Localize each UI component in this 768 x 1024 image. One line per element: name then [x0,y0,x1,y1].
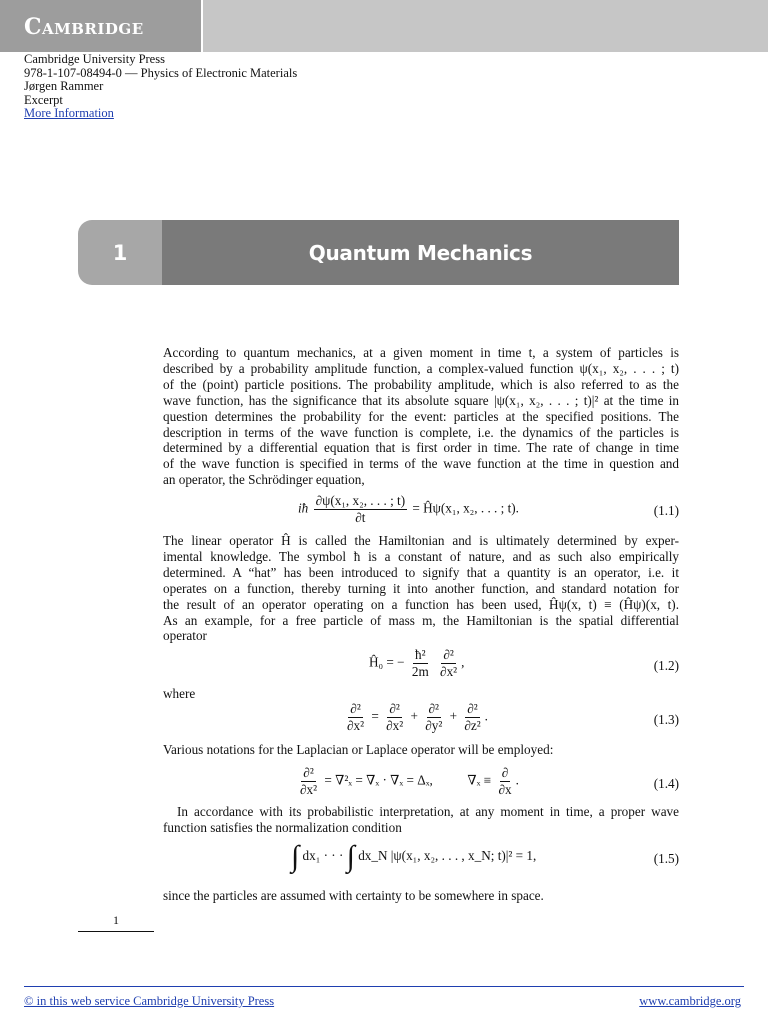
text-line: imental knowledge. The symbol ħ is a constant of nature, and as such also empirically [163,548,679,564]
cambridge-website-link[interactable]: www.cambridge.org [639,994,741,1008]
integral-sign: ∫ [291,840,300,873]
eq-punct: . [515,772,519,788]
paragraph-where [163,686,679,702]
paragraph-laplacian [163,742,679,758]
text-line: wave function, has the significance that its absolute square |ψ(x₁, x₂, . . . ; t)|² at the time in [163,392,679,408]
equation-label: (1.5) [653,851,679,866]
eq-numerator: ∂² [389,701,400,716]
text-line: question determines the probability for the event: particles at the specified positions. The [163,408,679,424]
text-line: The linear operator Ĥ is called the Hamiltonian and is ultimately determined by exper- [163,533,679,548]
logo-text: Cambridge [24,14,144,40]
text-line: According to quantum mechanics, at a given moment in time t, a system of particles is [163,345,679,360]
text-line: the result of an operator operating on a function has been used, Ĥψ(x, t) ≡ (Ĥψ)(x, t). [163,596,679,612]
text-line: function satisfies the normalization condition [163,819,402,835]
eq-fraction [345,702,366,733]
eq-prefix: iħ [298,500,309,516]
eq-nabla: ∇ₓ ≡ [467,772,492,788]
text-line: of the wave function is specified in terms of the wave function at the time in question and [163,456,679,472]
text-line: operator [163,628,207,644]
author-name: Jørgen Rammer [24,79,104,94]
equation-1-3: $\frac{\text{∂²}}{\text{∂x²}}$ = $\frac{\text{∂²}}{\text{∂x²}}$ + $\frac{\text{∂²}}{\text{∂y²}}$ + $\frac{\text{∂²}}{\text{∂z²}}$ . (1.3) [347,701,679,733]
equation-1-5 [163,842,679,876]
text-line: of the (point) particle positions. The probability amplitude, which is also referred to as the [163,376,679,392]
eq-numerator: ħ² [415,647,426,662]
eq-denominator: 2m [411,664,429,679]
text-line: an operator, the Schrödinger equation, [163,472,365,488]
equation-1-4 [163,766,679,802]
eq-denominator: ∂x² [347,718,365,733]
eq-punct: , [461,654,465,670]
eq-fraction [314,494,408,525]
eq-numerator: ∂² [303,765,314,780]
eq-fraction [298,766,319,797]
text-line: description in terms of the wave function is complete, i.e. the dynamics of the particles is [163,424,679,440]
page-number-rule [78,931,154,932]
eq-punct: . [484,708,488,724]
eq-measure: dx₁ · · · [302,848,344,864]
header-bar [0,0,768,52]
text-line: As an example, for a free particle of mass m, the Hamiltonian is the spatial differential [163,612,679,628]
paragraph-closing [163,888,679,904]
equation-1-2 [163,648,679,684]
eq-denominator: ∂x² [440,664,458,679]
text-line: operates on a function, thereby turning it into another function, and standard notation for [163,580,679,596]
text-line: determined. A “hat” has been introduced to signify that a quantity is an operator, i.e. it [163,564,679,580]
text-line: In accordance with its probabilistic interpretation, at any moment in time, a proper wave [177,804,679,819]
eq-denominator: ∂t [355,510,366,525]
eq-fraction [384,702,405,733]
eq-numerator: ∂² [467,701,478,716]
text-line: where [163,686,196,701]
isbn-title: 978-1-107-08494-0 — Physics of Electronic Materials [24,65,298,80]
page-number: 1 [113,913,119,927]
equation-label: (1.4) [653,776,679,791]
eq-numerator: ∂ψ(x₁, x₂, . . . ; t) [315,493,406,508]
eq-denominator: ∂z² [464,718,481,733]
eq-fraction [438,648,459,679]
eq-rhs: = Ĥψ(x₁, x₂, . . . ; t). [412,500,519,516]
eq-numerator: ∂ [501,765,509,780]
paragraph-normalization [163,804,679,836]
integral-sign: ∫ [346,840,355,873]
chapter-title: Quantum Mechanics [162,220,679,285]
text-line: determined by a differential equation that is first order in time. The rate of change in time [163,440,679,456]
eq-numerator: ∂² [443,647,454,662]
equation-label: (1.1) [653,503,679,518]
book-metadata [24,53,297,121]
eq-denominator: ∂x [498,782,512,797]
eq-denominator: ∂x² [300,782,318,797]
eq-rhs: dx_N |ψ(x₁, x₂, . . . , x_N; t)|² = 1, [358,848,537,864]
equation-1-1 [163,494,679,528]
footer-divider [24,986,744,987]
paragraph-intro [163,345,679,488]
text-line: Various notations for the Laplacian or Laplace operator will be employed: [163,742,554,757]
excerpt-label: Excerpt [24,92,63,107]
eq-fraction [410,648,431,679]
equation-label: (1.3) [653,712,679,727]
eq-fraction [462,702,482,733]
eq-fraction [496,766,513,797]
eq-denominator: ∂y² [425,718,443,733]
cambridge-logo[interactable] [0,0,203,52]
eq-numerator: ∂² [428,701,439,716]
more-information-link[interactable]: More Information [24,106,114,121]
text-line: described by a probability amplitude function, a complex-valued function ψ(x₁, x₂, . . . ; t) [163,360,679,376]
equation-label: (1.2) [653,658,679,673]
eq-fraction [423,702,444,733]
chapter-number: 1 [78,220,162,285]
paragraph-hamiltonian [163,533,679,644]
eq-middle: = ∇²ₓ = ∇ₓ · ∇ₓ = Δₓ, [324,772,433,788]
copyright-link[interactable]: © in this web service Cambridge University Press [24,994,275,1008]
publisher-name: Cambridge University Press [24,52,165,66]
eq-denominator: ∂x² [386,718,404,733]
eq-lhs: Ĥ₀ = − [369,654,405,670]
text-line: since the particles are assumed with certainty to be somewhere in space. [163,888,544,903]
eq-numerator: ∂² [350,701,361,716]
